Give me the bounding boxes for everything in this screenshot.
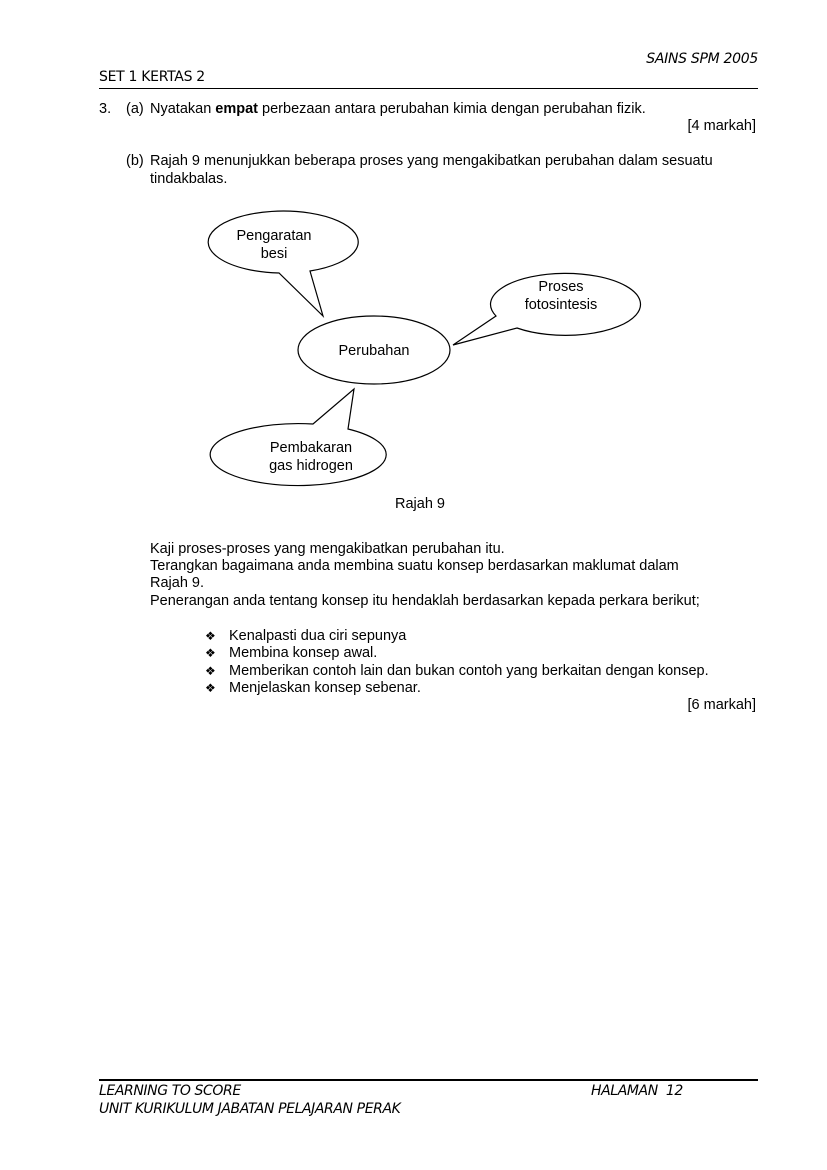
bullet-item [205,663,709,680]
bullet-item [205,628,406,645]
node-pengaratan-besi [199,227,349,263]
instruction-line: Penerangan anda tentang konsep itu hendaklah berdasarkan kepada perkara berikut; [150,593,700,609]
footer-left-line1: LEARNING TO SCORE [99,1083,241,1099]
node-label-line1: Pengaratan [236,228,312,244]
part-b-intro-line2: tindakbalas. [150,171,228,187]
part-a-text-bold: empat [215,101,259,117]
part-b-label: (b) [126,153,144,169]
node-perubahan: Perubahan [338,343,410,359]
node-label-line2: besi [260,246,288,262]
bullet-text: Membina konsep awal. [229,645,378,661]
header-set: SET 1 KERTAS 2 [99,69,205,85]
diamond-bullet-icon: ❖ [205,664,216,678]
part-a-text-before: Nyatakan [150,101,216,117]
header-subject: SAINS SPM 2005 [646,51,758,67]
bullet-item [205,680,421,697]
diamond-bullet-icon: ❖ [205,629,216,643]
part-a-marks: [4 markah] [687,118,756,134]
instruction-line: Terangkan bagaimana anda membina suatu konsep berdasarkan maklumat dalam [150,558,679,574]
part-a-text-after: perbezaan antara perubahan kimia dengan perubahan fizik. [258,101,646,117]
footer-page-number: HALAMAN 12 [591,1083,683,1099]
diamond-bullet-icon: ❖ [205,646,216,660]
diagram-caption: Rajah 9 [395,496,445,512]
instruction-line: Kaji proses-proses yang mengakibatkan perubahan itu. [150,541,505,557]
bullet-text: Memberikan contoh lain dan bukan contoh yang berkaitan dengan konsep. [229,663,709,679]
footer-left-line2: UNIT KURIKULUM JABATAN PELAJARAN PERAK [99,1101,401,1117]
question-number: 3. [99,101,112,117]
instruction-line: Rajah 9. [150,575,205,591]
node-label-line1: Proses [538,279,584,295]
footer-rule [99,1079,758,1081]
part-b-intro-line1: Rajah 9 menunjukkan beberapa proses yang mengakibatkan perubahan dalam sesuatu [150,153,713,169]
part-a-label: (a) [126,101,144,117]
node-label-line1: Pembakaran [269,440,353,456]
node-proses-fotosintesis [486,278,636,314]
part-b-marks: [6 markah] [687,697,756,713]
bullet-item [205,645,377,662]
node-label-line2: fotosintesis [524,297,598,313]
bullet-text: Kenalpasti dua ciri sepunya [229,628,407,644]
node-pembakaran-gas-hidrogen [224,439,398,475]
diamond-bullet-icon: ❖ [205,681,216,695]
node-label-line2: gas hidrogen [269,458,353,474]
bullet-text: Menjelaskan konsep sebenar. [229,680,421,696]
